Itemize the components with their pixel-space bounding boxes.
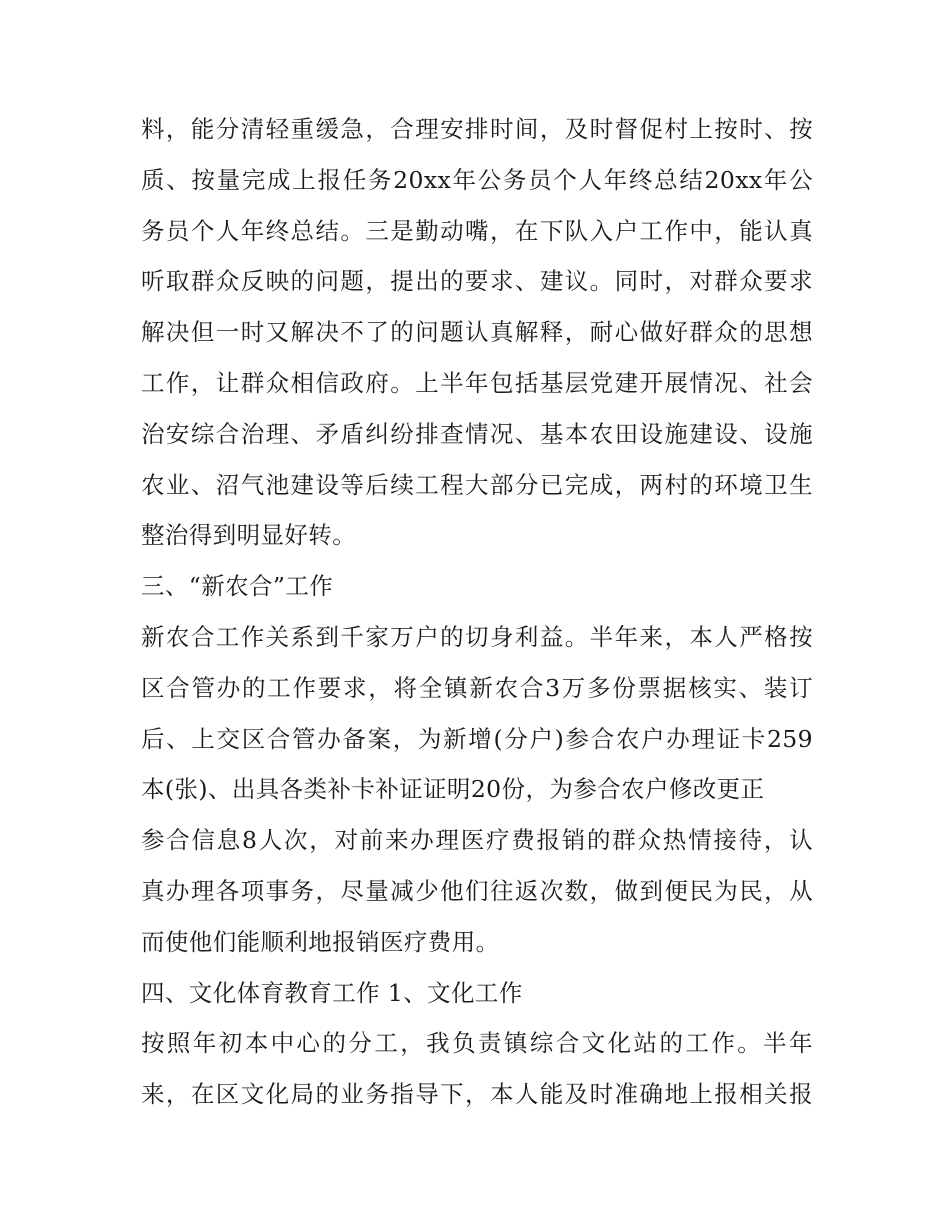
text-line-16: 真办理各项事务，尽量减少他们往返次数，做到便民为民，从 <box>141 876 813 905</box>
text-line-1: 料，能分清轻重缓急，合理安排时间，及时督促村上按时、按 <box>141 115 813 143</box>
section-heading-new-rural-cooperative: 三、“新农合”工作 <box>141 572 334 601</box>
text-line-14: 本(张)、出具各类补卡补证证明20份，为参合农户修改更正 <box>141 775 765 804</box>
text-line-3: 务员个人年终总结。三是勤动嘴，在下队入户工作中，能认真 <box>141 216 813 245</box>
text-line-15: 参合信息8人次，对前来办理医疗费报销的群众热情接待，认 <box>141 826 813 855</box>
text-line-6: 工作，让群众相信政府。上半年包括基层党建开展情况、社会 <box>141 368 813 397</box>
section-heading-culture-sports-education: 四、文化体育教育工作 1、文化工作 <box>141 978 523 1007</box>
text-line-20: 来，在区文化局的业务指导下，本人能及时准确地上报相关报 <box>141 1080 813 1109</box>
text-line-2: 质、按量完成上报任务20xx年公务员个人年终总结20xx年公 <box>141 165 813 194</box>
text-line-9: 整治得到明显好转。 <box>141 521 357 550</box>
text-line-19: 按照年初本中心的分工，我负责镇综合文化站的工作。半年 <box>141 1029 813 1058</box>
text-line-7: 治安综合治理、矛盾纠纷排查情况、基本农田设施建设、设施 <box>141 419 813 448</box>
text-line-8: 农业、沼气池建设等后续工程大部分已完成，两村的环境卫生 <box>141 470 813 499</box>
text-line-17: 而使他们能顺利地报销医疗费用。 <box>141 927 500 956</box>
document-body <box>141 104 813 1120</box>
text-line-4: 听取群众反映的问题，提出的要求、建议。同时，对群众要求 <box>141 267 813 296</box>
text-line-12: 区合管办的工作要求，将全镇新农合3万多份票据核实、装订 <box>141 673 813 702</box>
text-line-5: 解决但一时又解决不了的问题认真解释，耐心做好群众的思想 <box>141 318 813 347</box>
text-line-13: 后、上交区合管办备案，为新增(分户)参合农户办理证卡259 <box>141 724 813 753</box>
text-line-11: 新农合工作关系到千家万户的切身利益。半年来，本人严格按 <box>141 622 813 651</box>
